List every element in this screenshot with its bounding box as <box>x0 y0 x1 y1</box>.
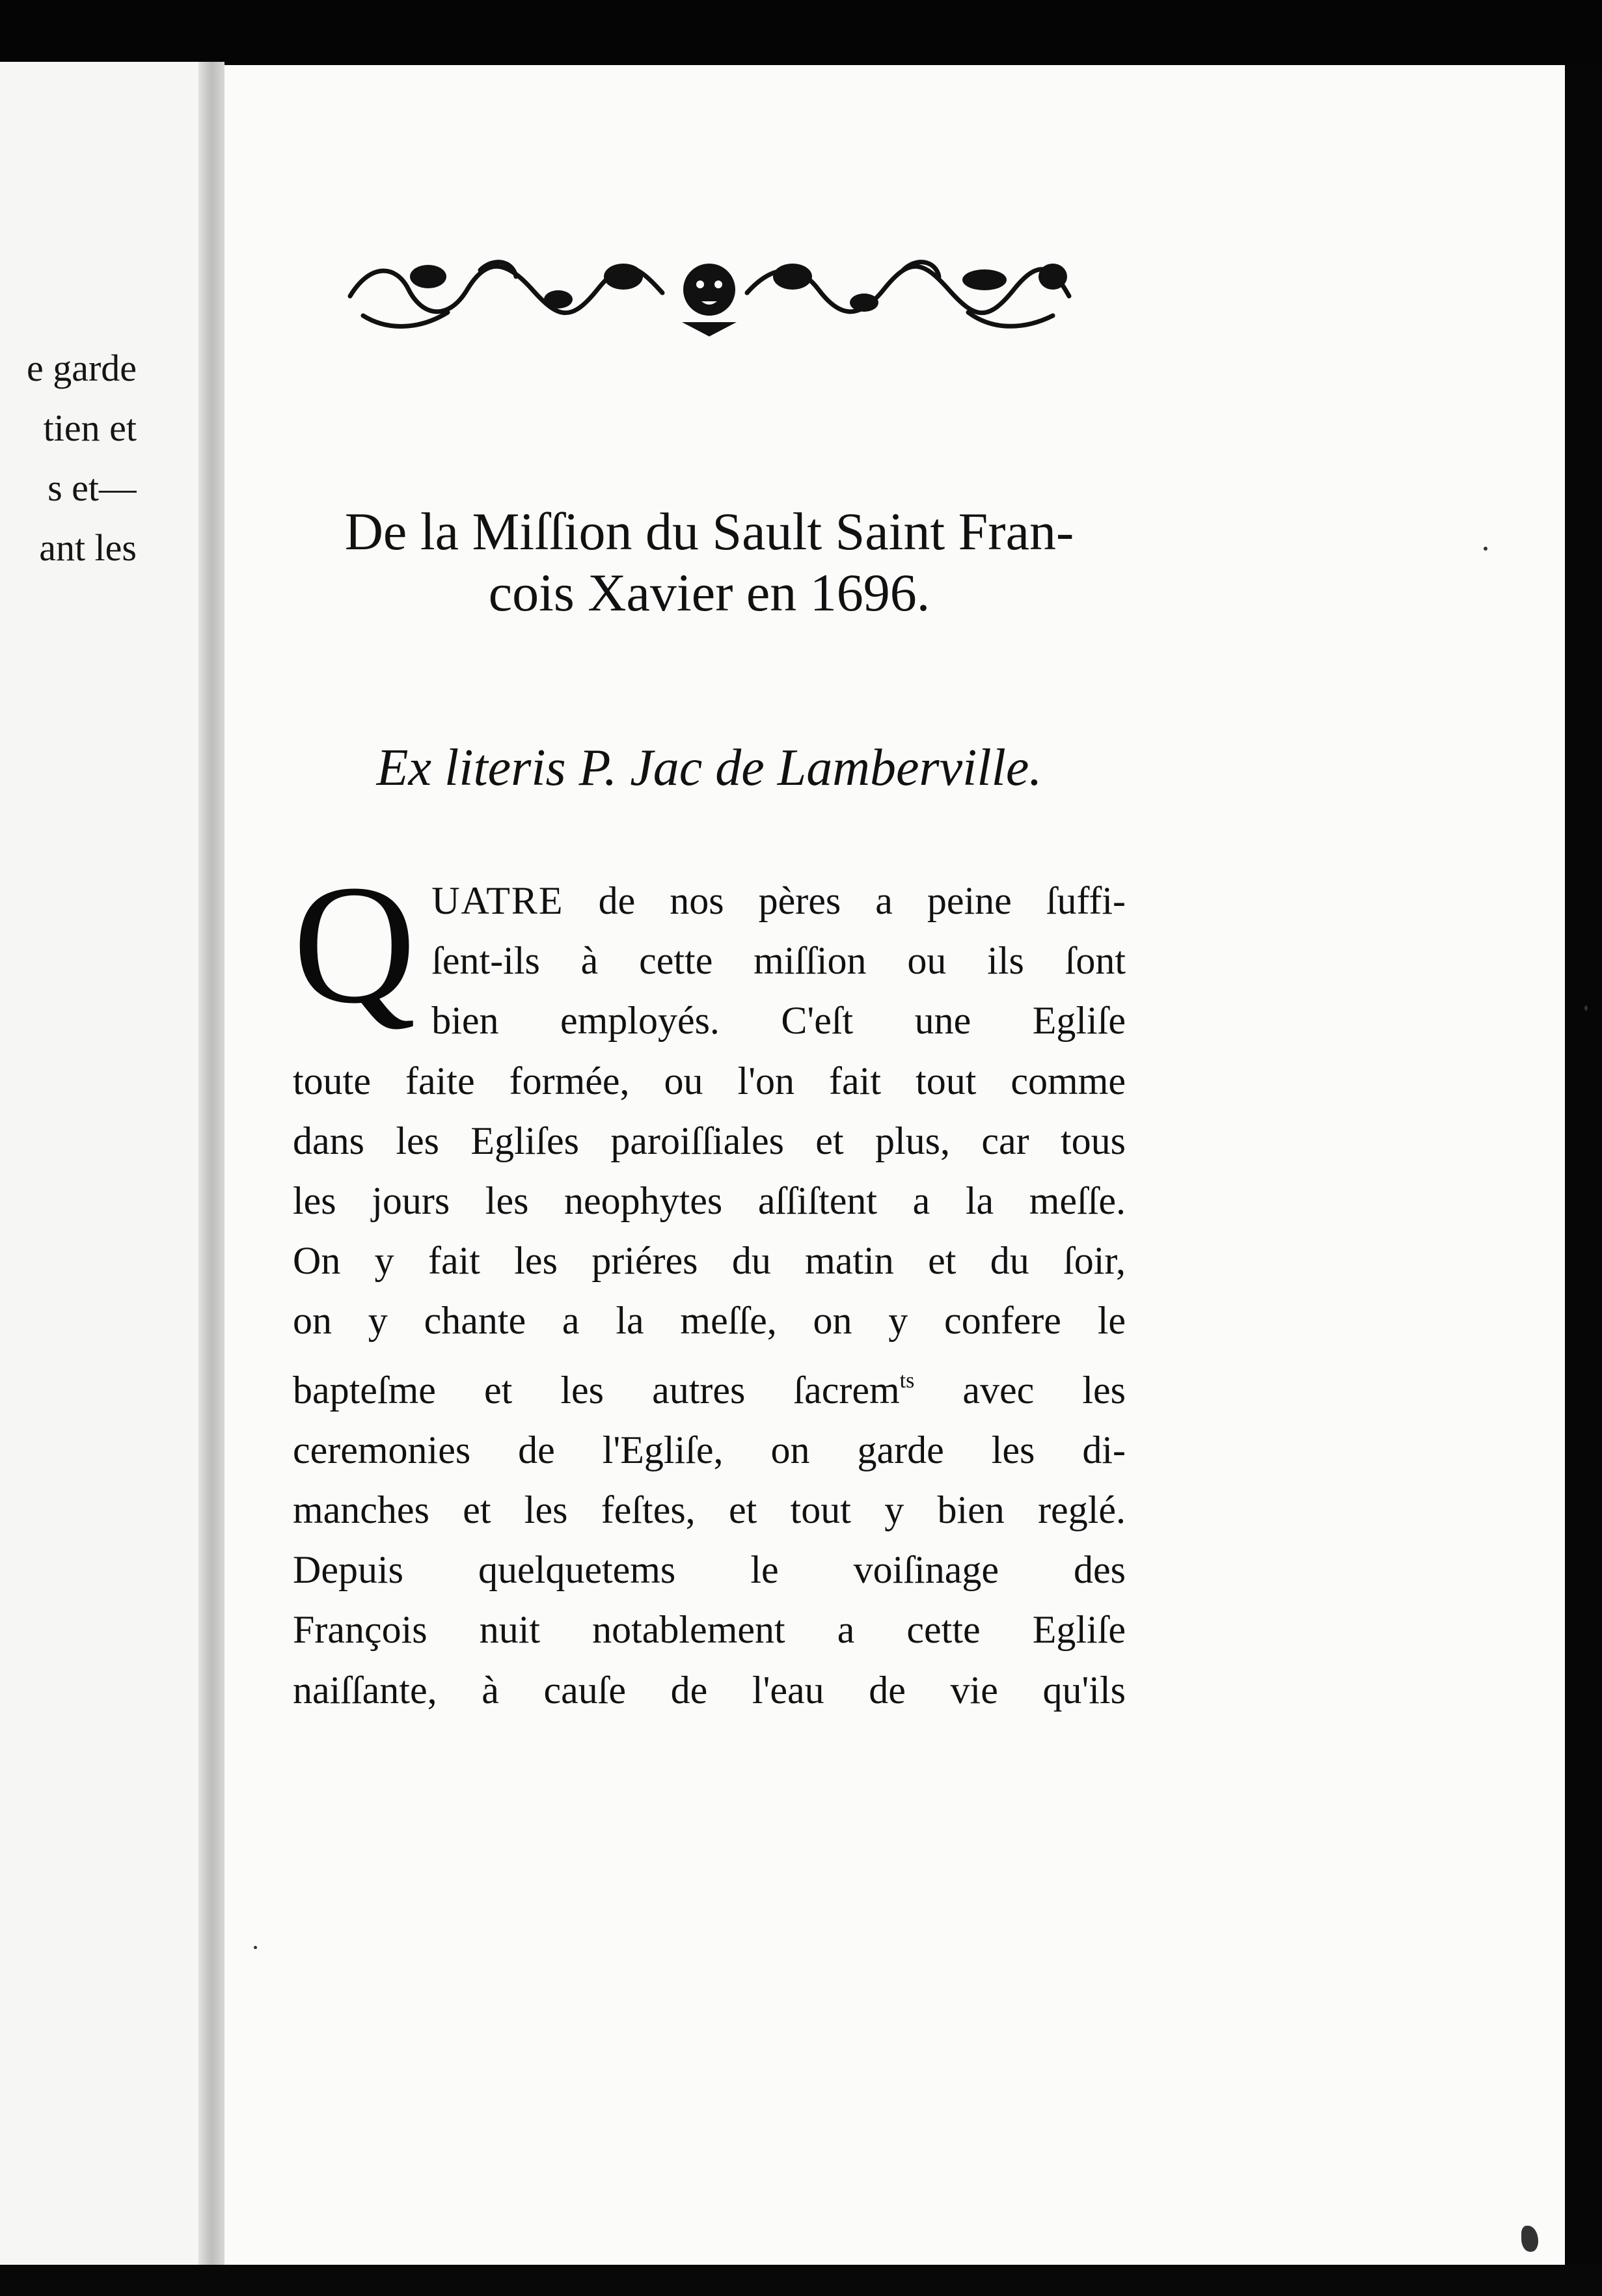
scan-right-border <box>1565 65 1602 2296</box>
text-line: Depuis quelquetems le voiſinage des <box>293 1548 1126 1592</box>
superscript: ts <box>899 1368 915 1393</box>
text-line <box>293 1351 1126 1420</box>
text-line: toute faite formée, ou l'on fait tout comme <box>293 1059 1126 1102</box>
drop-cap: Q <box>293 850 416 1039</box>
scan-bottom-border <box>0 2265 1602 2296</box>
text-line: dans les Egliſes paroiſſiales et plus, car tous <box>293 1119 1126 1162</box>
left-page-line: s et— <box>48 467 137 509</box>
text-line: On y fait les priéres du matin et du ſoir, <box>293 1239 1126 1283</box>
text-fragment: avec les <box>914 1368 1126 1412</box>
text-line: les jours les neophytes aſſiſtent a la meſſe. <box>293 1179 1126 1223</box>
text-line: manches et les feſtes, et tout y bien reglé. <box>293 1488 1126 1532</box>
chapter-title <box>293 501 1126 623</box>
text-line: bien employés. C'eſt une Egliſe <box>431 999 1126 1043</box>
title-line: De la Miſſion du Sault Saint Fran- <box>344 502 1074 561</box>
first-word: UATRE <box>431 879 564 922</box>
left-page-line: e garde <box>26 347 137 389</box>
left-page-line: tien et <box>43 407 137 449</box>
text-line <box>431 871 1126 931</box>
text-line: ſent-ils à cette miſſion ou ils ſont <box>431 939 1126 983</box>
floral-ornament-icon <box>344 251 1076 338</box>
text-fragment: bapteſme et les autres ſacrem <box>293 1368 900 1412</box>
text-line: François nuit notablement a cette Egliſe <box>293 1608 1126 1652</box>
scan-speck <box>1484 547 1487 551</box>
left-page-line: ant les <box>39 526 137 569</box>
title-line: cois Xavier en 1696. <box>488 563 930 622</box>
scan-speck <box>254 1946 257 1949</box>
text-line: naiſſante, à cauſe de l'eau de vie qu'ils <box>293 1668 1126 1712</box>
scan-top-border <box>0 0 1602 65</box>
book-gutter <box>198 62 224 2265</box>
scan-speck <box>1584 1005 1588 1011</box>
body-paragraph <box>293 850 1126 1720</box>
left-page-text <box>0 338 137 578</box>
text-fragment: de nos pères a peine ſuffi- <box>563 879 1126 922</box>
text-line: on y chante a la meſſe, on y confere le <box>293 1299 1126 1343</box>
text-line: ceremonies de l'Egliſe, on garde les di- <box>293 1428 1126 1471</box>
source-attribution: Ex literis P. Jac de Lamberville. <box>376 739 1042 797</box>
